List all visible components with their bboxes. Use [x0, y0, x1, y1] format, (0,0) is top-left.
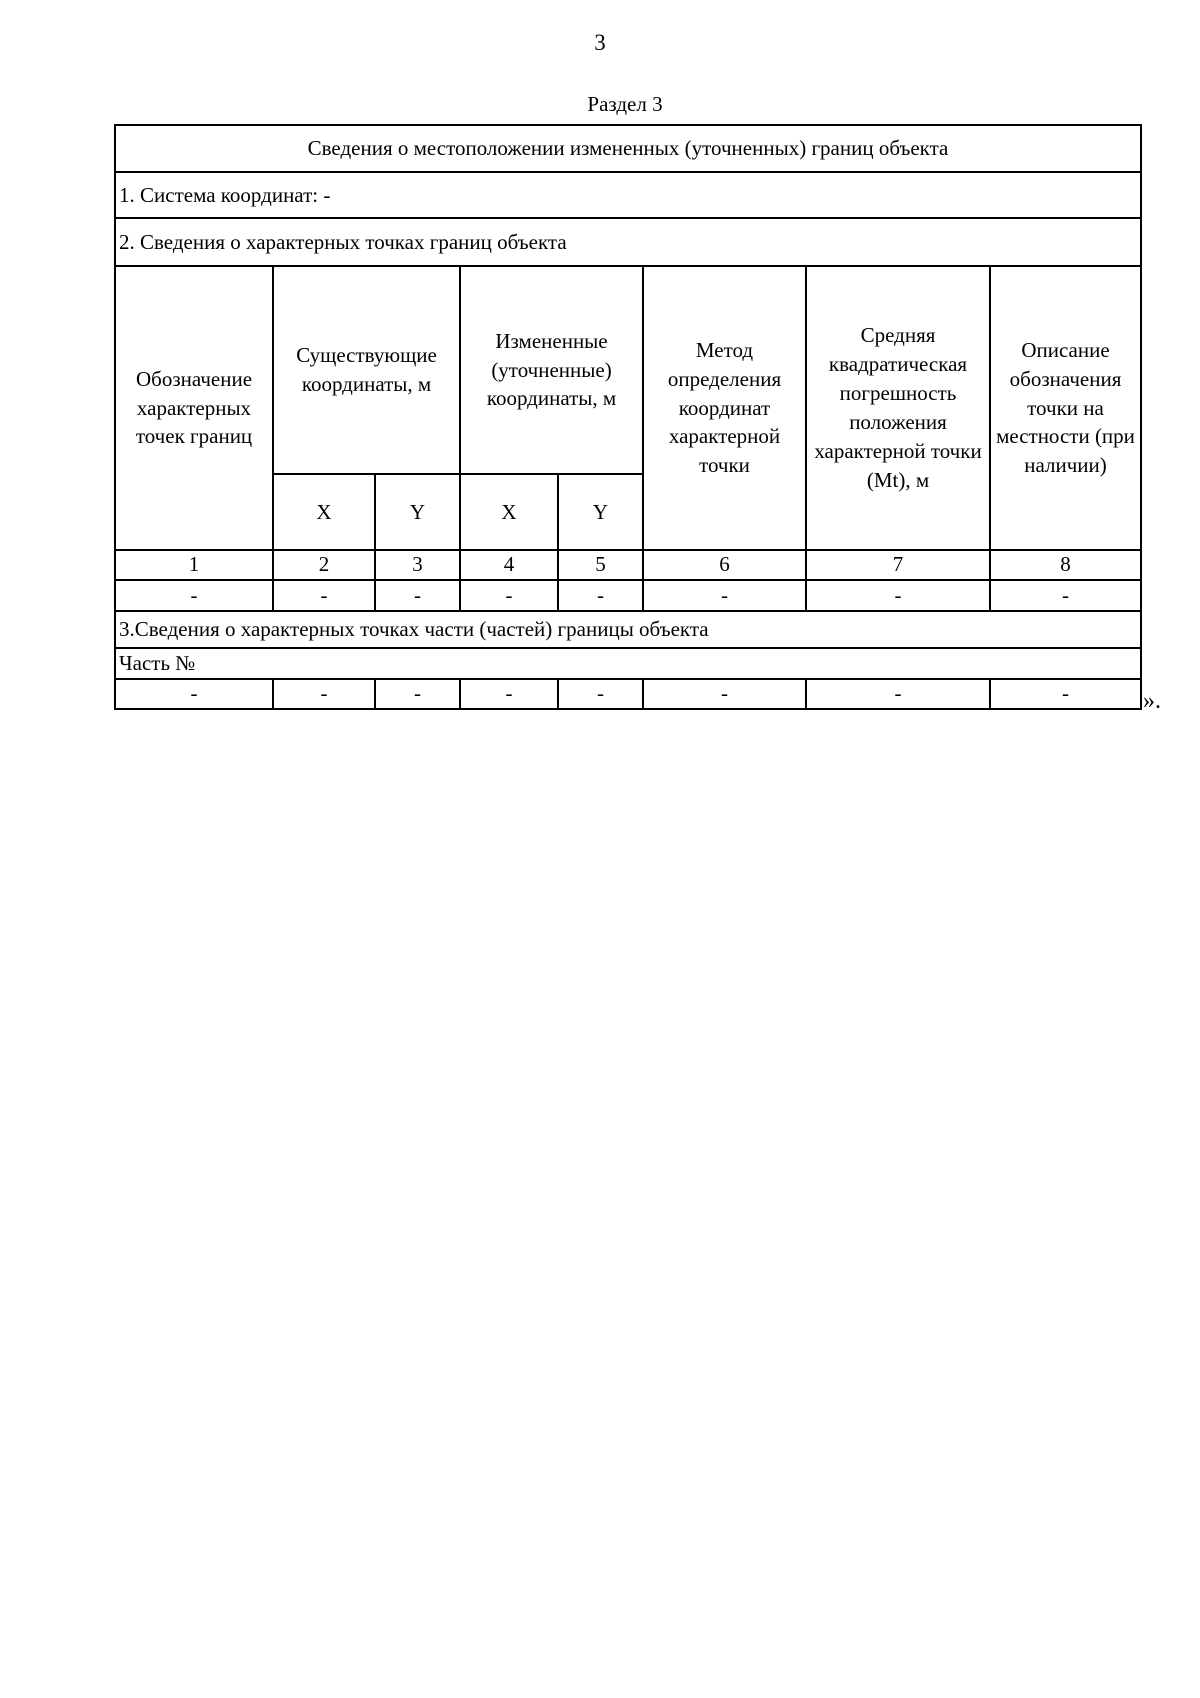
- table-cell: -: [273, 679, 375, 709]
- table-title: Сведения о местоположении измененных (уточненных) границ объекта: [115, 125, 1141, 172]
- header-changed-y: Y: [558, 474, 643, 550]
- section-title: Раздел 3: [587, 92, 663, 116]
- table-row: [115, 580, 1141, 611]
- part-number-row: [115, 648, 1141, 679]
- parts-header: 3.Сведения о характерных точках части (частей) границы объекта: [115, 611, 1141, 648]
- table-cell: -: [273, 580, 375, 611]
- table-cell: -: [375, 679, 460, 709]
- header-method: Метод определения координат характерной точки: [643, 266, 806, 550]
- table-cell: -: [990, 580, 1141, 611]
- points-header: 2. Сведения о характерных точках границ объекта: [115, 218, 1141, 266]
- table-cell: -: [558, 679, 643, 709]
- column-number-row: [115, 550, 1141, 580]
- table-cell: -: [460, 679, 558, 709]
- header-existing-y: Y: [375, 474, 460, 550]
- header-existing-coords: Существующие координаты, м: [273, 266, 460, 474]
- header-changed-x: X: [460, 474, 558, 550]
- coord-system: 1. Система координат: -: [115, 172, 1141, 218]
- table-title-row: [115, 125, 1141, 172]
- column-number: 3: [375, 550, 460, 580]
- table-cell: -: [115, 580, 273, 611]
- column-number: 8: [990, 550, 1141, 580]
- table-row: [115, 679, 1141, 709]
- header-description: Описание обозначения точки на местности (при наличии): [990, 266, 1141, 550]
- parts-header-row: [115, 611, 1141, 648]
- table-cell: -: [115, 679, 273, 709]
- closing-quote: ».: [1143, 688, 1161, 714]
- part-number-label: Часть №: [115, 648, 1141, 679]
- coord-system-row: [115, 172, 1141, 218]
- table-cell: -: [806, 679, 990, 709]
- table-cell: -: [643, 580, 806, 611]
- column-number: 4: [460, 550, 558, 580]
- table-cell: -: [990, 679, 1141, 709]
- page-number: 3: [594, 30, 606, 55]
- column-number: 6: [643, 550, 806, 580]
- table-cell: -: [460, 580, 558, 611]
- column-number: 7: [806, 550, 990, 580]
- column-number: 1: [115, 550, 273, 580]
- header-existing-x: X: [273, 474, 375, 550]
- header-designation: Обозначение характерных точек границ: [115, 266, 273, 550]
- points-header-row: [115, 218, 1141, 266]
- column-number: 2: [273, 550, 375, 580]
- table-cell: -: [643, 679, 806, 709]
- header-error: Средняя квадратическая погрешность положения характерной точки (Mt), м: [806, 266, 990, 550]
- boundary-points-table: [114, 124, 1142, 710]
- column-header-row: [115, 266, 1141, 474]
- table-cell: -: [375, 580, 460, 611]
- table-cell: -: [558, 580, 643, 611]
- header-changed-coords: Измененные (уточненные) координаты, м: [460, 266, 643, 474]
- table-cell: -: [806, 580, 990, 611]
- column-number: 5: [558, 550, 643, 580]
